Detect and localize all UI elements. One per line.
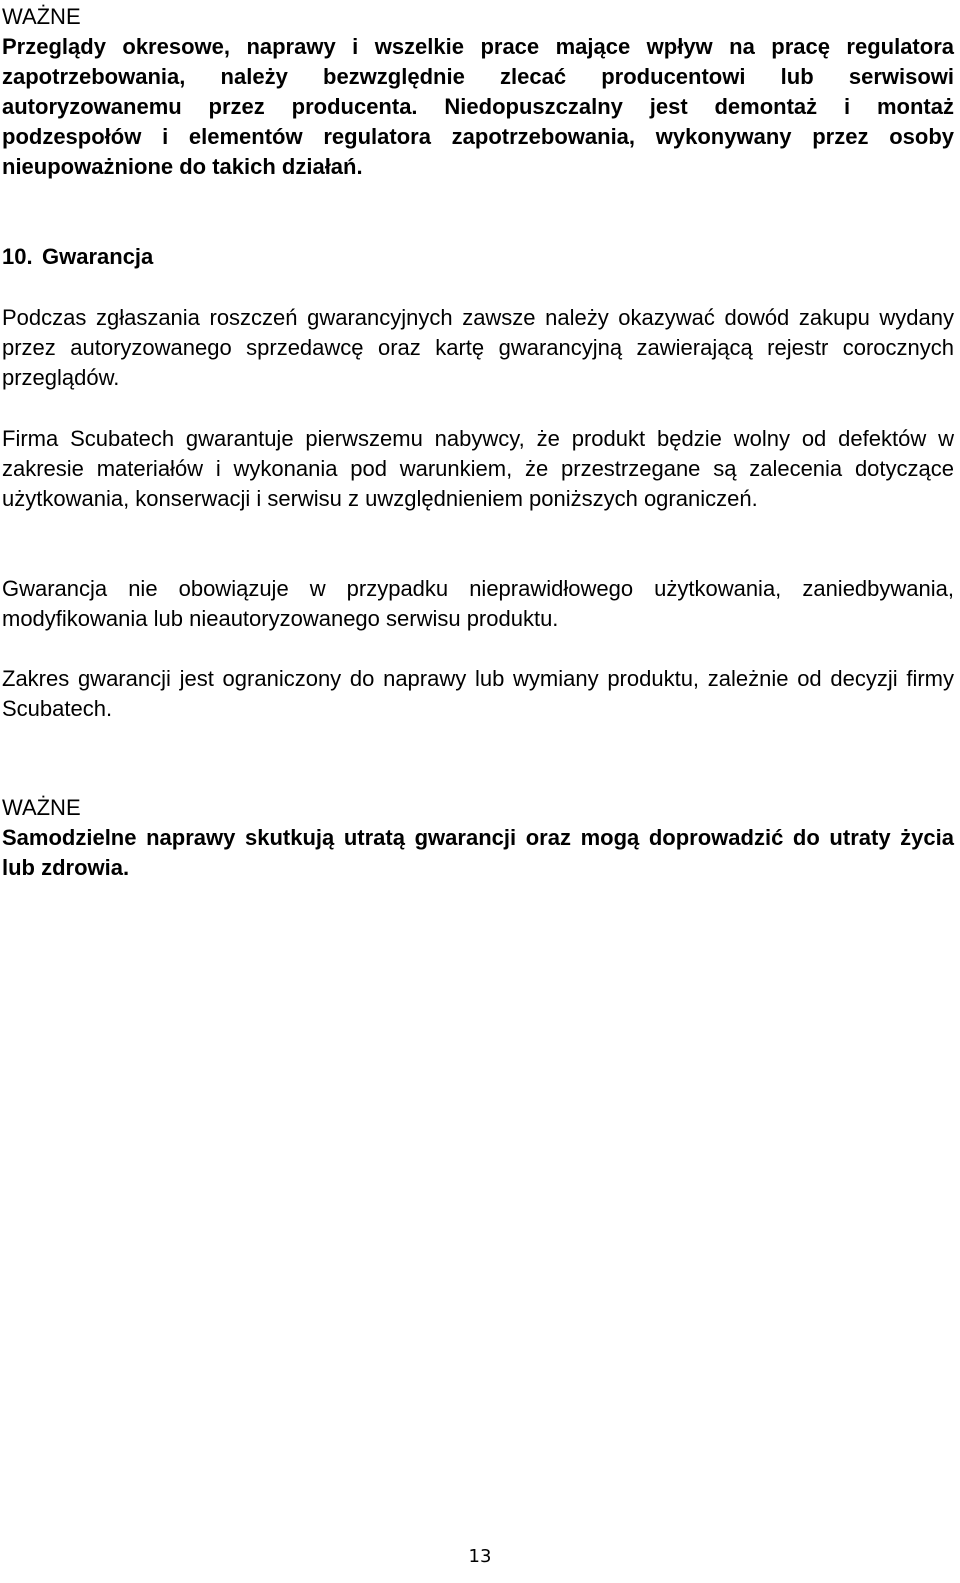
section-number: 10.: [2, 244, 33, 269]
paragraph-warranty-exclusions: Gwarancja nie obowiązuje w przypadku nieprawidłowego użytkowania, zaniedbywania, modyfikowania lub nieautoryzowanego serwisu produktu.: [2, 576, 954, 631]
section-heading: [2, 242, 153, 272]
notice-label-2: WAŻNE: [2, 795, 81, 820]
notice-label: WAŻNE: [2, 4, 81, 29]
page-number: 13: [468, 1546, 492, 1567]
section-title: Gwarancja: [42, 244, 154, 269]
paragraph-warranty-limitation: Zakres gwarancji jest ograniczony do naprawy lub wymiany produktu, zależnie od decyzji firmy Scubatech.: [2, 666, 954, 721]
paragraph-warranty-scope: Firma Scubatech gwarantuje pierwszemu nabywcy, że produkt będzie wolny od defektów w zakresie materiałów i wykonania pod warunkiem, że przestrzegane są zalecenia dotyczące użytkowania, konserwacji i serwisu z uwzględnieniem poniższych ograniczeń.: [2, 426, 954, 511]
notice-text: Przeglądy okresowe, naprawy i wszelkie prace mające wpływ na pracę regulatora zapotrzebowania, należy bezwzględnie zlecać producentowi lub serwisowi autoryzowanemu przez producenta. Niedopuszczalny jest demontaż i montaż podzespołów i elementów regulatora zapotrzebowania, wykonywany przez osoby nieupoważnione do takich działań.: [2, 34, 954, 179]
paragraph-proof-of-purchase: Podczas zgłaszania roszczeń gwarancyjnych zawsze należy okazywać dowód zakupu wydany przez autoryzowanego sprzedawcę oraz kartę gwarancyjną zawierającą rejestr corocznych przeglądów.: [2, 305, 954, 390]
notice-text-2: Samodzielne naprawy skutkują utratą gwarancji oraz mogą doprowadzić do utraty życia lub zdrowia.: [2, 825, 954, 880]
